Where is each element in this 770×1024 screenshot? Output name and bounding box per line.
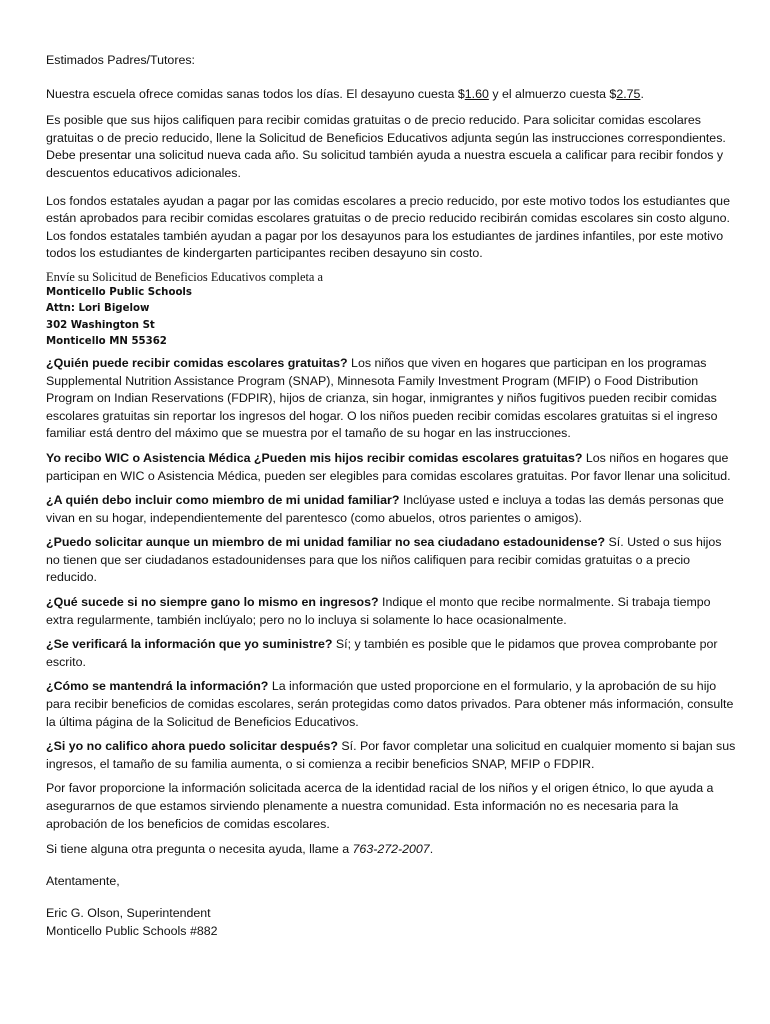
faq-question: Yo recibo WIC o Asistencia Médica ¿Pueden mis hijos recibir comidas escolares gratuitas? [46,450,583,465]
faq-answer: Sí. Por favor completar una solicitud en cualquier momento si bajan sus ingresos, el tamaño de su familia aumenta, o si comienza a recibir beneficios SNAP, MFIP o FDPIR. [46,739,736,771]
faq-question: ¿Quién puede recibir comidas escolares gratuitas? [46,355,348,370]
signature-name: Eric G. Olson, Superintendent [46,906,211,921]
eligibility-paragraph: Es posible que sus hijos califiquen para recibir comidas gratuitas o de precio reducido. Para solicitar comidas escolares gratuitas o de precio reducido, llene la Solicitud de Beneficios Educativos adjunta según las instrucciones correspondientes. Debe presentar una solicitud nueva cada año. Su solicitud también ayuda a nuestra escuela a calificar para recibir fondos y descuentos educativos adicionales. [46,113,726,180]
address-line: Attn: Lori Bigelow [46,303,150,315]
letter [46,52,736,941]
faq-answer: La información que usted proporcione en el formulario, y la aprobación de su hijo para recibir beneficios de comidas escolares, serán protegidas como datos privados. Para obtener más información, consulte la última página de la Solicitud de Beneficios Educativos. [46,679,734,729]
signature-org: Monticello Public Schools #882 [46,923,218,938]
faq-item [46,678,736,731]
faq-item [46,738,736,773]
faq-item [46,594,736,629]
faq-answer: Los niños en hogares que participan en WIC o Asistencia Médica, pueden ser elegibles para comidas escolares gratuitas. Por favor llenar una solicitud. [46,450,731,483]
contact-end: . [429,842,434,857]
faq-answer: Los niños que viven en hogares que participan en los programas Supplemental Nutrition Assistance Program (SNAP), Minnesota Family Investment Program (MFIP) o Food Distribution Program on Indian Reservations (FDPIR), hijos de crianza, sin hogar, inmigrantes y niños fugitivos pueden recibir comidas escolares gratuitas sin reportar los ingresos del hogar. O los niños pueden recibir comidas escolares gratuitas si el ingreso familiar está dentro del máximo que se muestra por el tamaño de su hogar en las instrucciones. [46,355,718,441]
mailing-address [46,269,736,351]
address-intro: Envíe su Solicitud de Beneficios Educativos completa a [46,269,323,284]
breakfast-price: 1.60 [464,86,489,101]
faq-item [46,355,736,443]
contact-paragraph [46,841,736,859]
closing: Atentamente, [46,873,120,888]
faq-question: ¿Qué sucede si no siempre gano lo mismo en ingresos? [46,595,379,610]
faq-item [46,492,736,527]
faq-answer: Sí. Usted o sus hijos no tienen que ser ciudadanos estadounidenses para que los niños califiquen para recibir comidas gratuitas o a precio reducido. [46,535,722,585]
faq-question: ¿Cómo se mantendrá la información? [46,679,269,694]
faq-answer: Sí; y también es posible que le pidamos que provea comprobante por escrito. [46,637,718,669]
faq-item [46,636,736,671]
faq-question: ¿Se verificará la información que yo suministre? [46,637,333,652]
faq-question: ¿Si yo no califico ahora puedo solicitar después? [46,739,338,754]
faq-answer: Indique el monto que recibe normalmente. Si trabaja tiempo extra regularmente, también inclúyalo; pero no lo incluya si solamente lo hace ocasionalmente. [46,595,711,627]
lunch-price: 2.75 [616,86,641,101]
ethnic-info-paragraph: Por favor proporcione la información solicitada acerca de la identidad racial de los niños y el origen étnico, lo que ayuda a asegurarnos de que estamos sirviendo plenamente a nuestra comunidad. Esta información no es necesaria para la aprobación de los beneficios de comidas escolares. [46,781,714,831]
intro-between: y el almuerzo cuesta $ [488,86,617,101]
faq-item [46,534,736,587]
faq-item [46,450,736,485]
address-line: 302 Washington St [46,319,155,331]
faq-question: ¿Puedo solicitar aunque un miembro de mi unidad familiar no sea ciudadano estadounidense? [46,535,606,550]
phone-number: 763-272-2007 [352,842,430,857]
intro-end: . [640,86,644,101]
faq-answer: Inclúyase usted e incluya a todas las demás personas que vivan en su hogar, independientemente del parentesco (como abuelos, otros parientes o amigos). [46,493,724,525]
signature-block [46,905,736,940]
intro-text: Nuestra escuela ofrece comidas sanas todos los días. El desayuno cuesta $ [46,86,465,101]
contact-text: Si tiene alguna otra pregunta o necesita ayuda, llame a [46,842,353,857]
address-line: Monticello Public Schools [46,286,192,298]
state-funds-paragraph: Los fondos estatales ayudan a pagar por las comidas escolares a precio reducido, por este motivo todos los estudiantes que están aprobados para recibir comidas escolares gratuitas o de precio reducido recibirán comidas escolares sin costo alguno. Los fondos estatales también ayudan a pagar por los desayunos para los estudiantes de jardines infantiles, por este motivo todos los estudiantes de kindergarten participantes reciben desayuno sin costo. [46,193,730,261]
greeting: Estimados Padres/Tutores: [46,53,195,67]
faq-question: ¿A quién debo incluir como miembro de mi unidad familiar? [46,493,400,508]
address-line: Monticello MN 55362 [46,336,167,348]
intro-paragraph [46,86,736,104]
